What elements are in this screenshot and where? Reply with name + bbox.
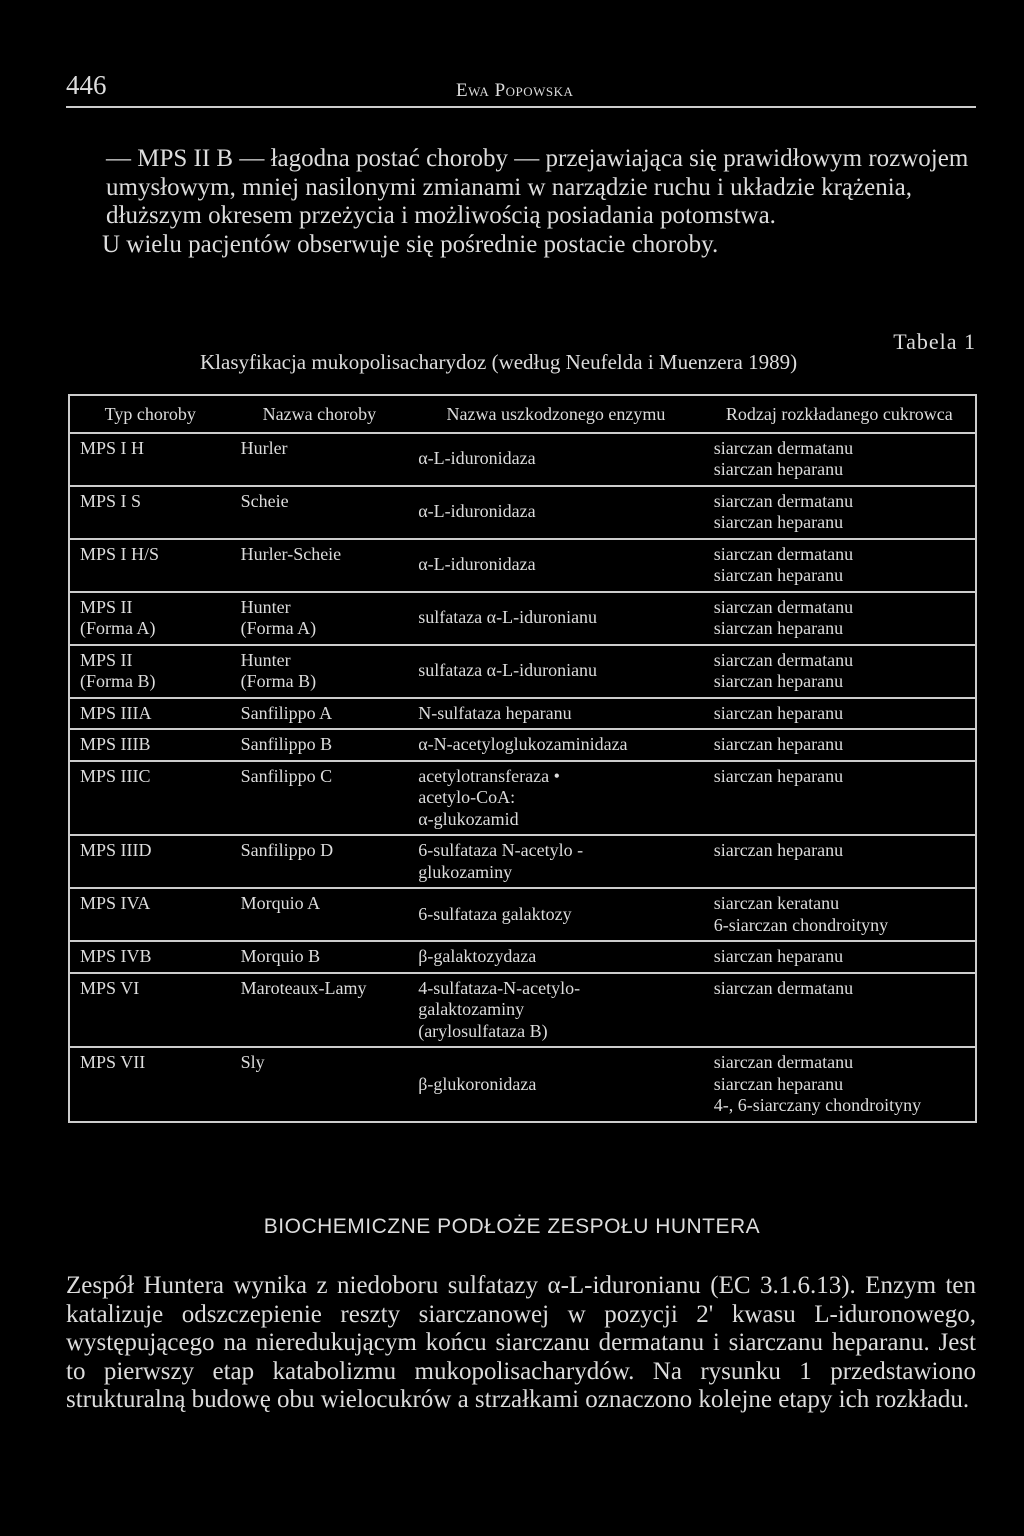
column-header: Nazwa choroby xyxy=(231,395,409,433)
name-cell: Hunter (Forma B) xyxy=(231,645,409,698)
name-cell: Sanfilippo C xyxy=(231,761,409,836)
table-row xyxy=(69,1047,976,1122)
type-cell: MPS I H/S xyxy=(69,539,231,592)
substrate-cell: siarczan keratanu 6-siarczan chondroityny xyxy=(704,888,976,941)
table-row xyxy=(69,888,976,941)
header-rule xyxy=(66,106,976,108)
intro-note: U wielu pacjentów obserwuje się pośrednie postacie choroby. xyxy=(102,230,719,258)
substrate-cell: siarczan heparanu xyxy=(704,729,976,761)
substrate-cell: siarczan dermatanu xyxy=(704,973,976,1048)
table-header-row xyxy=(69,395,976,433)
type-cell: MPS VI xyxy=(69,973,231,1048)
name-cell: Sly xyxy=(231,1047,409,1122)
name-cell: Sanfilippo A xyxy=(231,698,409,730)
substrate-cell: siarczan dermatanu siarczan heparanu xyxy=(704,645,976,698)
type-cell: MPS IVB xyxy=(69,941,231,973)
intro-paragraph xyxy=(102,145,976,259)
type-cell: MPS I S xyxy=(69,486,231,539)
running-head: Ewa Popowska xyxy=(456,80,574,101)
substrate-cell: siarczan dermatanu siarczan heparanu xyxy=(704,486,976,539)
type-cell: MPS VII xyxy=(69,1047,231,1122)
substrate-cell: siarczan heparanu xyxy=(704,761,976,836)
table-row xyxy=(69,433,976,486)
enzyme-cell: 6-sulfataza galaktozy xyxy=(408,888,704,941)
enzyme-cell: α-L-iduronidaza xyxy=(408,486,704,539)
enzyme-cell: sulfataza α-L-iduronianu xyxy=(408,592,704,645)
section-heading: BIOCHEMICZNE PODŁOŻE ZESPOŁU HUNTERA xyxy=(263,1215,761,1238)
name-cell: Scheie xyxy=(231,486,409,539)
name-cell: Hunter (Forma A) xyxy=(231,592,409,645)
table-row xyxy=(69,941,976,973)
type-cell: MPS II (Forma A) xyxy=(69,592,231,645)
table-row xyxy=(69,539,976,592)
enzyme-cell: β-galaktozydaza xyxy=(408,941,704,973)
enzyme-cell: 6-sulfataza N-acetylo - glukozaminy xyxy=(408,835,704,888)
type-cell: MPS IIIB xyxy=(69,729,231,761)
type-cell: MPS IIID xyxy=(69,835,231,888)
name-cell: Morquio A xyxy=(231,888,409,941)
table-row xyxy=(69,835,976,888)
type-cell: MPS I H xyxy=(69,433,231,486)
enzyme-cell: sulfataza α-L-iduronianu xyxy=(408,645,704,698)
table-caption: Klasyfikacja mukopolisacharydoz (według Neufelda i Muenzera 1989) xyxy=(200,350,798,374)
table-row xyxy=(69,645,976,698)
table-row xyxy=(69,973,976,1048)
type-cell: MPS IIIA xyxy=(69,698,231,730)
substrate-cell: siarczan heparanu xyxy=(704,941,976,973)
classification-table xyxy=(68,394,977,1123)
enzyme-cell: acetylotransferaza • acetylo-CoA: α-glukozamid xyxy=(408,761,704,836)
enzyme-cell: α-L-iduronidaza xyxy=(408,433,704,486)
name-cell: Maroteaux-Lamy xyxy=(231,973,409,1048)
substrate-cell: siarczan dermatanu siarczan heparanu xyxy=(704,592,976,645)
enzyme-cell: α-N-acetyloglukozaminidaza xyxy=(408,729,704,761)
type-cell: MPS IIIC xyxy=(69,761,231,836)
mps2b-text: — MPS II B — łagodna postać choroby — przejawiająca się prawidłowym rozwojem umysłowym, mniej nasilonymi zmianami w narządzie ruchu i układzie krążenia, dłuższym okresem przeżycia i możliwością posiadania potomstwa. xyxy=(106,145,969,229)
substrate-cell: siarczan heparanu xyxy=(704,698,976,730)
name-cell: Sanfilippo B xyxy=(231,729,409,761)
enzyme-cell: α-L-iduronidaza xyxy=(408,539,704,592)
type-cell: MPS IVA xyxy=(69,888,231,941)
name-cell: Hurler xyxy=(231,433,409,486)
enzyme-cell: N-sulfataza heparanu xyxy=(408,698,704,730)
table-row xyxy=(69,486,976,539)
enzyme-cell: 4-sulfataza-N-acetylo- galaktozaminy (arylosulfataza B) xyxy=(408,973,704,1048)
name-cell: Morquio B xyxy=(231,941,409,973)
type-cell: MPS II (Forma B) xyxy=(69,645,231,698)
substrate-cell: siarczan dermatanu siarczan heparanu 4-, 6-siarczany chondroityny xyxy=(704,1047,976,1122)
name-cell: Sanfilippo D xyxy=(231,835,409,888)
column-header: Typ choroby xyxy=(69,395,231,433)
column-header: Rodzaj rozkładanego cukrowca xyxy=(704,395,976,433)
page-number: 446 xyxy=(66,70,107,100)
substrate-cell: siarczan dermatanu siarczan heparanu xyxy=(704,433,976,486)
column-header: Nazwa uszkodzonego enzymu xyxy=(408,395,704,433)
enzyme-cell: β-glukoronidaza xyxy=(408,1047,704,1122)
section-body: Zespół Huntera wynika z niedoboru sulfatazy α-L-iduronianu (EC 3.1.6.13). Enzym ten katalizuje odszczepienie reszty siarczanowej w pozycji 2' kwasu L-iduronowego, występującego na nieredukującym końcu siarczanu dermatanu i siarczanu heparanu. Jest to pierwszy etap katabolizmu mukopolisacharydów. Na rysunku 1 przedstawiono strukturalną budowę obu wielocukrów a strzałkami oznaczono kolejne etapy ich rozkładu. xyxy=(66,1272,976,1413)
table-row xyxy=(69,592,976,645)
name-cell: Hurler-Scheie xyxy=(231,539,409,592)
table-row xyxy=(69,761,976,836)
table-row xyxy=(69,729,976,761)
substrate-cell: siarczan dermatanu siarczan heparanu xyxy=(704,539,976,592)
table-label: Tabela 1 xyxy=(893,329,976,354)
table-row xyxy=(69,698,976,730)
substrate-cell: siarczan heparanu xyxy=(704,835,976,888)
